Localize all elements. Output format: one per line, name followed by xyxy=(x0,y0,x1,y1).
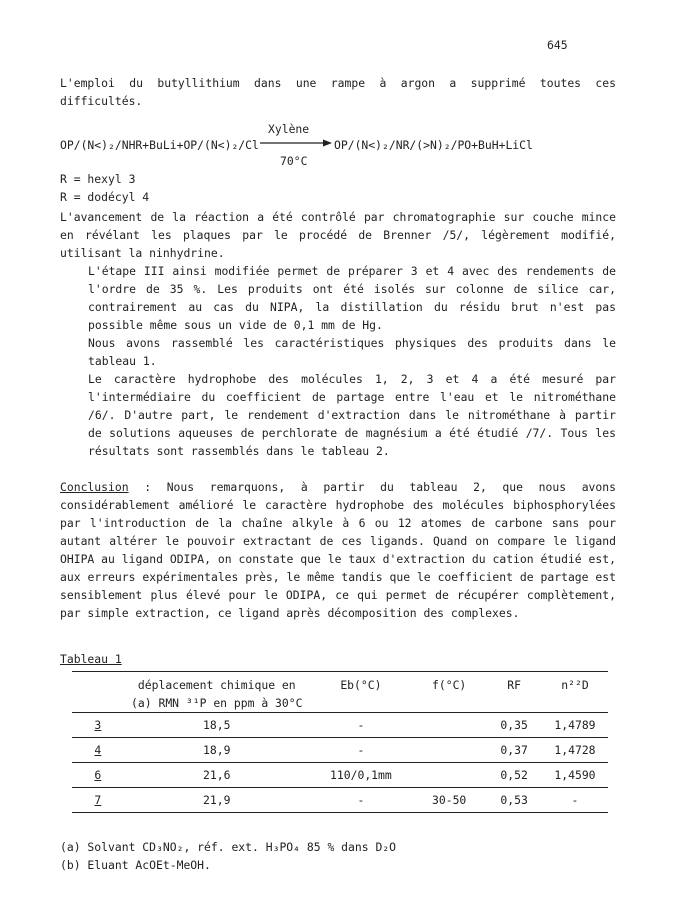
cell-rf: 0,53 xyxy=(500,793,528,807)
table-row xyxy=(72,713,608,738)
properties-table xyxy=(72,671,608,813)
cell-compound: 3 xyxy=(94,718,102,732)
cell-refractive-index: 1,4590 xyxy=(554,768,596,782)
cell-melting-point xyxy=(412,738,486,763)
cell-melting-point: 30-50 xyxy=(432,793,467,807)
cell-rf: 0,37 xyxy=(500,743,528,757)
cell-chemical-shift: 21,9 xyxy=(203,793,231,807)
paragraph-reaction-monitoring xyxy=(60,208,623,262)
header-chemical-shift: déplacement chimique en (a) RMN ³¹P en ppm à 30°C xyxy=(131,678,303,710)
paragraph-text: Le caractère hydrophobe des molécules 1, 2, 3 et 4 a été mesuré par l'intermédiaire du coefficient de partage entre l'eau et le nitrométhane /6/. D'autre part, le rendement d'extraction dans le nitrométhane à partir de solutions aqueuses de perchlorate de magnésium a été étudié /7/. Tous les résultats sont rassemblés dans le tableau 2. xyxy=(88,372,623,458)
r-group-dodecyl: R = dodécyl 4 xyxy=(60,190,150,204)
header-melting-point: f(°C) xyxy=(432,678,467,692)
table-header-row xyxy=(72,672,608,713)
reaction-reactants: OP/(N<)₂/NHR+BuLi+OP/(N<)₂/Cl xyxy=(60,138,259,152)
header-refractive-index: n²²D xyxy=(561,678,589,692)
table-row xyxy=(72,788,608,813)
table-notes xyxy=(60,838,396,874)
note-a: (a) Solvant CD₃NO₂, réf. ext. H₃PO₄ 85 % dans D₂O xyxy=(60,840,397,854)
paragraph-text: L'étape III ainsi modifiée permet de préparer 3 et 4 avec des rendements de l'ordre de 35 %. Les produits ont été isolés sur colonne de silice car, contrairement au cas du NIPA, la distillation du résidu brut n'est pas possible même sous un vide de 0,1 mm de Hg. xyxy=(88,264,623,332)
cell-refractive-index: - xyxy=(571,793,579,807)
paragraph-physical-characteristics xyxy=(60,334,623,370)
cell-boiling-point: - xyxy=(357,793,365,807)
cell-compound: 7 xyxy=(94,793,102,807)
table-title: Tableau 1 xyxy=(60,652,122,666)
cell-refractive-index: 1,4789 xyxy=(554,718,596,732)
cell-rf: 0,35 xyxy=(500,718,528,732)
cell-compound: 6 xyxy=(94,768,102,782)
cell-boiling-point: 110/0,1mm xyxy=(330,768,392,782)
table-row xyxy=(72,738,608,763)
paragraph-step-three xyxy=(60,262,623,334)
note-b: (b) Eluant AcOEt-MeOH. xyxy=(60,858,211,872)
conclusion-paragraph xyxy=(60,478,623,622)
cell-boiling-point: - xyxy=(357,743,365,757)
cell-compound: 4 xyxy=(94,743,102,757)
reaction-products: OP/(N<)₂/NR/(>N)₂/PO+BuH+LiCl xyxy=(334,138,533,152)
intro-paragraph xyxy=(60,74,623,110)
cell-chemical-shift: 21,6 xyxy=(203,768,231,782)
cell-melting-point xyxy=(412,713,486,738)
paragraph-text: L'avancement de la réaction a été contrôlé par chromatographie sur couche mince en révélant les plaques par le procédé de Brenner /5/, légèrement modifié, utilisant la ninhydrine. xyxy=(60,210,623,260)
paragraph-text: Nous avons rassemblé les caractéristiques physiques des produits dans le tableau 1. xyxy=(88,336,623,368)
reaction-temperature: 70°C xyxy=(280,154,308,168)
cell-chemical-shift: 18,5 xyxy=(203,718,231,732)
table-row xyxy=(72,763,608,788)
cell-chemical-shift: 18,9 xyxy=(203,743,231,757)
reaction-solvent: Xylène xyxy=(268,122,310,136)
header-boiling-point: Eb(°C) xyxy=(340,678,382,692)
cell-melting-point xyxy=(412,763,486,788)
cell-rf: 0,52 xyxy=(500,768,528,782)
paragraph-hydrophobic-character xyxy=(60,370,623,460)
reaction-arrow-icon xyxy=(260,138,332,148)
cell-refractive-index: 1,4728 xyxy=(554,743,596,757)
header-rf: RF xyxy=(507,678,521,692)
cell-boiling-point: - xyxy=(357,718,365,732)
r-group-hexyl: R = hexyl 3 xyxy=(60,172,136,186)
conclusion-text: : Nous remarquons, à partir du tableau 2, que nous avons considérablement amélioré le caractère hydrophobe des molécules biphosphorylées par l'introduction de la chaîne alkyle à 6 ou 12 atomes de carbone sans pour autant altérer le pouvoir extractant de ces ligands. Quand on compare le ligand OHIPA au ligand ODIPA, on constate que le taux d'extraction du cation étudié est, aux erreurs expérimentales près, le même tandis que le coefficient de partage est sensiblement plus élevé pour le ODIPA, ce qui permet de récupérer complètement, par simple extraction, ce ligand après décomposition des complexes. xyxy=(60,480,623,620)
reaction-equation xyxy=(60,116,640,166)
header-compound xyxy=(72,672,124,713)
conclusion-label: Conclusion xyxy=(60,480,129,494)
intro-text: L'emploi du butyllithium dans une rampe à argon a supprimé toutes ces difficultés. xyxy=(60,76,623,108)
page-number: 645 xyxy=(547,38,568,52)
